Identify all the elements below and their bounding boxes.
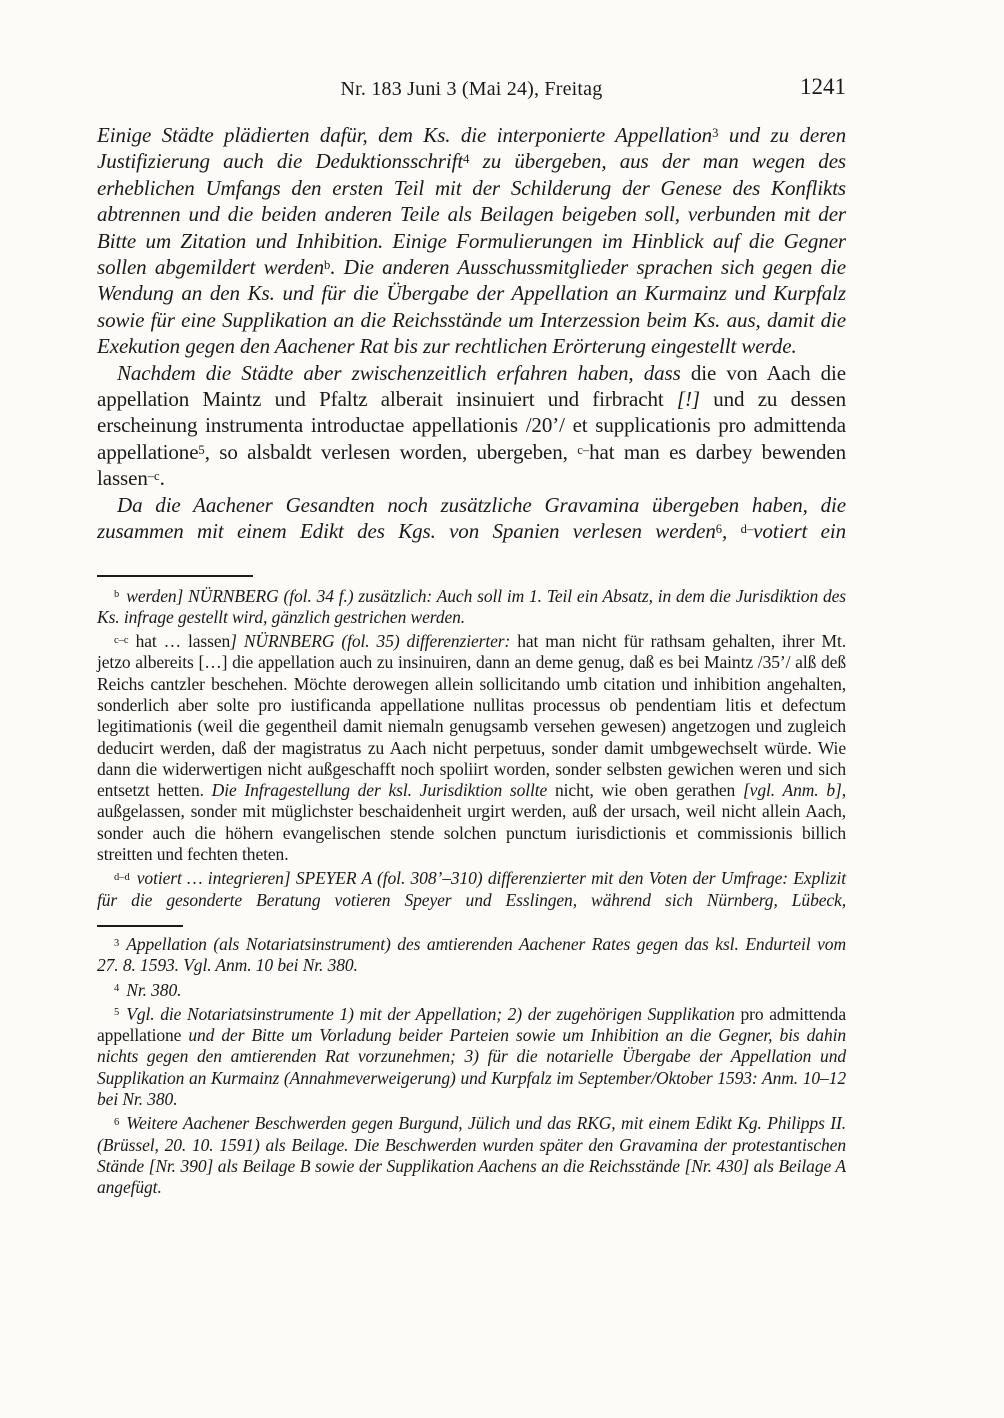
footnote-reference: –c [147, 469, 160, 483]
main-text-block [97, 122, 846, 545]
apparatus-separator-rule [97, 575, 253, 577]
body-paragraph: Nachdem die Städte aber zwischenzeitlich erfahren haben, dass die von Aach die appellation Maintz und Pfaltz alberait insinuiert und firbracht [!] und zu dessen erscheinung instrumenta introductae appellationis /20’/ et supplicationis pro admittenda appellatione$^5$, so alsbaldt verlesen worden, ubergeben, $^{c-}$hat man es darbey bewenden lassen$^{-c}$. [97, 360, 847, 491]
body-paragraph: Einige Städte plädierten dafür, dem Ks. die interponierte Appellation$^3$ und zu deren Justifizierung auch die Deduktionsschrift$^4$ zu übergeben, aus der man wegen des erheblichen Umfangs den ersten Teil mit der Schilderung der Genese des Konflikts abtrennen und die beiden anderen Teile als Beilagen beigeben soll, verbunden mit der Bitte um Zitation und Inhibition. Einige Formulierungen im Hinblick auf die Gegner sollen abgemildert werden$^b$. Die anderen Ausschussmitglieder sprachen sich gegen die Wendung an den Ks. und für die Übergabe der Appellation an Kurmainz und Kurpfalz sowie für eine Supplikation an die Reichsstände um Interzession beim Ks. aus, damit die Exekution gegen den Aachener Rat bis zur rechtlichen Erörterung eingestellt werde. [97, 123, 847, 359]
footnote-reference: 3 [712, 125, 719, 140]
footnote-marker: c–c [114, 634, 129, 646]
footnote-6: $^6$ Weitere Aachener Beschwerden gegen Burgund, Jülich und das RKG, mit einem Edikt Kg. Philipps II. (Brüssel, 20. 10. 1591) als Beilage. Die Beschwerden wurden später den Gravamina der protestantischen Stände [Nr. 390] als Beilage B sowie der Supplikation Aachens an die Reichsstände [Nr. 430] als Beilage A angefügt. [97, 1113, 846, 1198]
apparatus-note-b: $^b$ werden] NÜRNBERG (fol. 34 f.) zusätzlich: Auch soll im 1. Teil ein Absatz, in dem die Jurisdiktion des Ks. infrage gestellt wird, gänzlich gestrichen werden. [97, 585, 846, 627]
page-header [97, 74, 846, 104]
footnote-reference: 4 [463, 152, 470, 167]
numbered-footnotes [97, 934, 846, 1199]
body-paragraph: Da die Aachener Gesandten noch zusätzliche Gravamina übergeben haben, die zusammen mit einem Edikt des Kgs. von Spanien verlesen werden$^6$, $^{d-}$votiert ein [97, 492, 846, 544]
running-header: Nr. 183 Juni 3 (Mai 24), Freitag [340, 78, 603, 100]
footnote-reference: 5 [198, 442, 205, 457]
footnote-marker: 3 [114, 937, 120, 949]
footnote-4: $^4$ Nr. 380. [114, 979, 182, 1000]
apparatus-note-d: $^{d-d}$ votiert … integrieren] SPEYER A (fol. 308’–310) differenzierter mit den Voten der Umfrage: Explizit für die gesonderte Beratung votieren Speyer und Esslingen, während sich Nürnberg, Lübeck, [97, 868, 846, 910]
footnote-5: $^5$ Vgl. die Notariatsinstrumente 1) mit der Appellation; 2) der zugehörigen Supplikation pro admittenda appellatione und der Bitte um Vorladung beider Parteien sowie um Inhibition an die Gegner, bis dahin nichts gegen den amtierenden Rat vorzunehmen; 3) für die notarielle Übergabe der Appellation und Supplikation an Kurmainz (Annahmeverweigerung) und Kurpfalz im September/Oktober 1593: Anm. 10–12 bei Nr. 380. [97, 1003, 847, 1110]
footnote-reference: 6 [715, 521, 723, 536]
footnote-marker: d–d [114, 871, 130, 883]
apparatus-note-c: $^{c-c}$ hat … lassen] NÜRNBERG (fol. 35) differenzierter: hat man nicht für rathsam gehalten, ihrer Mt. jetzo albereits […] die appellation auch zu insinuiren, dann an deme genug, daß es bei Maintz /35’/ alß deß Reichs cantzler beschehen. Möchte derowegen allein sollicitando umb citation und inhibition angehalten, sonderlich aber solte pro iustificanda appellatione nullitas processus ob pendentiam litis et defectum legitimationis (weil die gegentheil damit niemaln genugsamb versehen gewesen) angetzogen und zugleich deducirt werden, daß der magistratus zu Aach nicht perpetuus, sonder damit umbgewechselt würde. Wie dann die widerwertigen nicht außgeschafft noch spoliirt worden, sonder selbsten gewichen weren und sich entsetzt hetten. Die Infragestellung der ksl. Jurisdiktion sollte nicht, wie oben gerathen [vgl. Anm. b], außgelassen, sonder mit müglichster beschaidenheit urgirt werden, auß der ursach, weil nicht allein Aach, sonder auch die höhern evangelischen stende solchen punctum iurisdictionis et commissionis billich streitten und fechten theten. [97, 631, 846, 865]
footnote-reference: b [324, 257, 331, 272]
footnote-marker: 6 [114, 1116, 120, 1128]
footnote-3: $^3$ Appellation (als Notariatsinstrument) des amtierenden Aachener Rates gegen das ksl. Endurteil vom 27. 8. 1593. Vgl. Anm. 10 bei Nr. 380. [97, 933, 846, 976]
footnote-reference: c– [577, 442, 590, 457]
page-number: 1241 [800, 74, 846, 99]
footnote-separator-rule [97, 925, 183, 927]
footnote-marker: 4 [114, 983, 120, 995]
footnote-marker: b [114, 589, 120, 601]
footnote-reference: d– [740, 521, 754, 536]
footnote-marker: 5 [114, 1007, 120, 1019]
apparatus-footnotes [97, 586, 846, 911]
